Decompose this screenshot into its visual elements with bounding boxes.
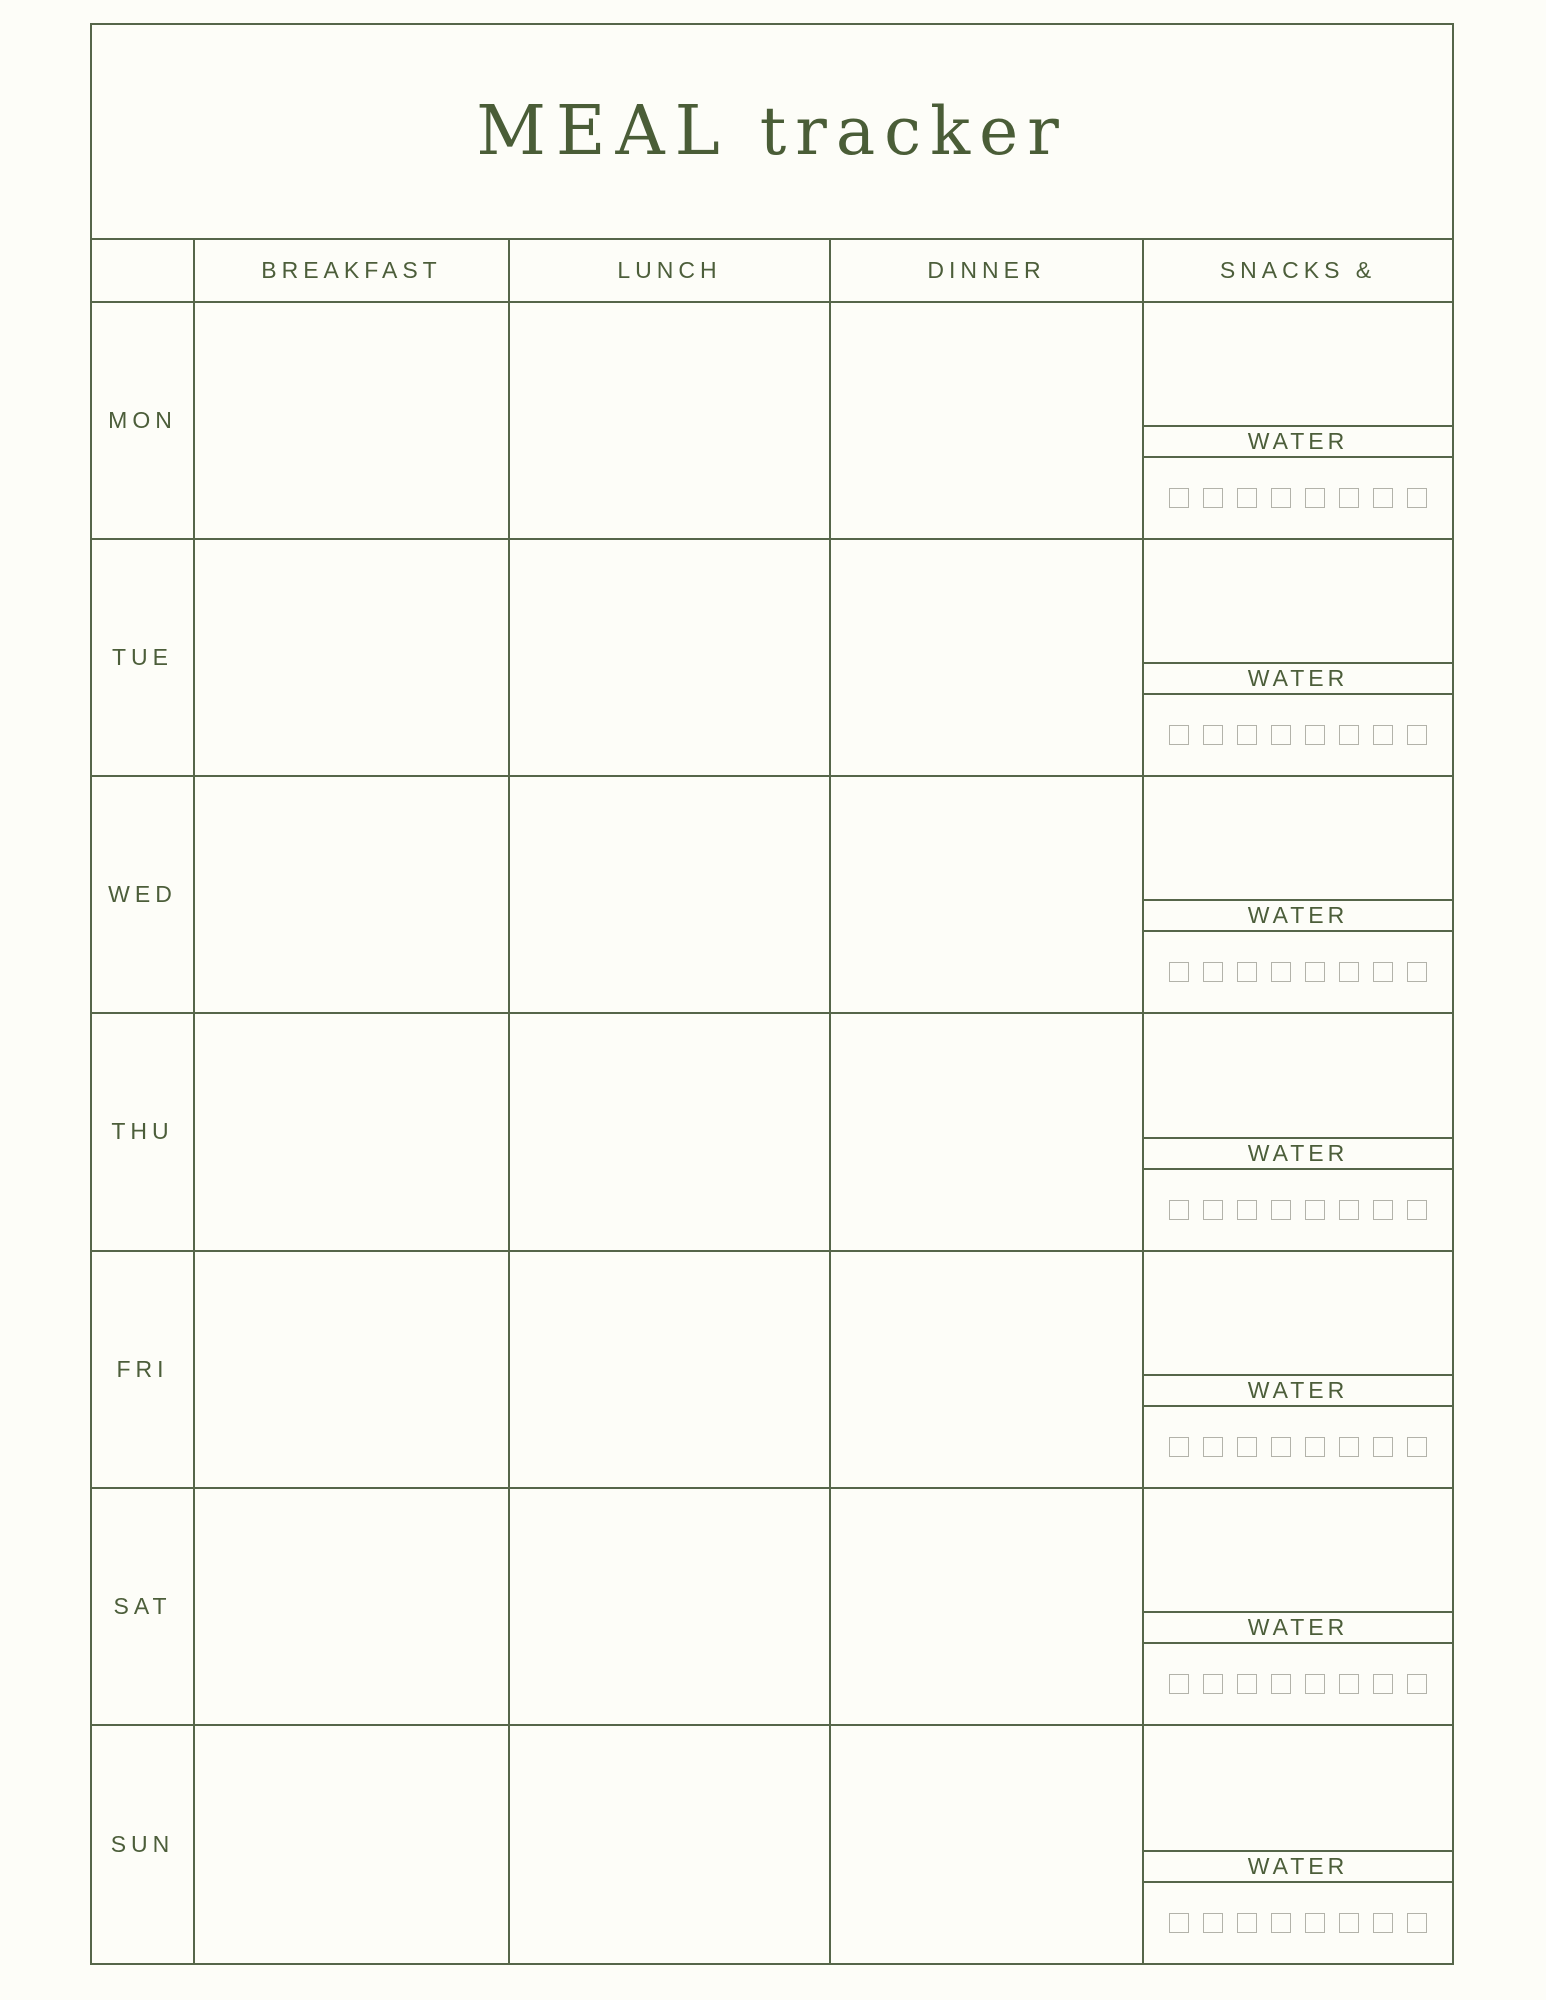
water-checkbox[interactable]: [1339, 962, 1359, 982]
water-checkbox[interactable]: [1407, 962, 1427, 982]
water-checkbox[interactable]: [1203, 1437, 1223, 1457]
water-glasses-tue: [1144, 695, 1452, 775]
column-header-breakfast: BREAKFAST: [195, 240, 510, 303]
header-corner: [92, 240, 195, 303]
water-checkbox[interactable]: [1373, 1674, 1393, 1694]
water-label: WATER: [1144, 1137, 1452, 1170]
water-checkbox[interactable]: [1271, 962, 1291, 982]
water-checkbox[interactable]: [1373, 488, 1393, 508]
water-checkbox[interactable]: [1237, 1200, 1257, 1220]
column-header-dinner: DINNER: [831, 240, 1144, 303]
title-meal: MEAL: [476, 92, 730, 171]
page-title: [476, 92, 1068, 171]
day-label-sun: SUN: [92, 1726, 195, 1963]
water-checkbox[interactable]: [1237, 1437, 1257, 1457]
water-checkbox[interactable]: [1203, 1200, 1223, 1220]
water-checkbox[interactable]: [1203, 1913, 1223, 1933]
snacks-entry-wed[interactable]: [1144, 777, 1452, 899]
water-checkbox[interactable]: [1305, 725, 1325, 745]
meal-cell-sun-dinner[interactable]: [831, 1726, 1144, 1963]
water-checkbox[interactable]: [1271, 725, 1291, 745]
day-label-sat: SAT: [92, 1489, 195, 1726]
water-glasses-sat: [1144, 1644, 1452, 1724]
snacks-cell-thu: [1144, 1014, 1452, 1251]
meal-cell-tue-dinner[interactable]: [831, 540, 1144, 777]
meal-tracker-sheet: [90, 23, 1454, 1965]
water-checkbox[interactable]: [1373, 1437, 1393, 1457]
snacks-cell-fri: [1144, 1252, 1452, 1489]
meal-cell-fri-lunch[interactable]: [510, 1252, 831, 1489]
meal-cell-tue-breakfast[interactable]: [195, 540, 510, 777]
water-glasses-wed: [1144, 932, 1452, 1012]
water-checkbox[interactable]: [1237, 1913, 1257, 1933]
snacks-entry-thu[interactable]: [1144, 1014, 1452, 1136]
day-label-mon: MON: [92, 303, 195, 540]
water-checkbox[interactable]: [1203, 725, 1223, 745]
water-checkbox[interactable]: [1305, 962, 1325, 982]
water-checkbox[interactable]: [1373, 1200, 1393, 1220]
meal-cell-wed-dinner[interactable]: [831, 777, 1144, 1014]
snacks-entry-sun[interactable]: [1144, 1726, 1452, 1850]
water-checkbox[interactable]: [1305, 1200, 1325, 1220]
water-checkbox[interactable]: [1339, 1913, 1359, 1933]
meal-cell-sat-dinner[interactable]: [831, 1489, 1144, 1726]
meal-cell-sat-breakfast[interactable]: [195, 1489, 510, 1726]
water-checkbox[interactable]: [1271, 1437, 1291, 1457]
snacks-cell-sun: [1144, 1726, 1452, 1963]
water-checkbox[interactable]: [1203, 488, 1223, 508]
water-glasses-mon: [1144, 458, 1452, 538]
meal-cell-sat-lunch[interactable]: [510, 1489, 831, 1726]
meal-cell-fri-breakfast[interactable]: [195, 1252, 510, 1489]
water-checkbox[interactable]: [1203, 962, 1223, 982]
day-label-wed: WED: [92, 777, 195, 1014]
column-header-lunch: LUNCH: [510, 240, 831, 303]
snacks-entry-mon[interactable]: [1144, 303, 1452, 425]
water-checkbox[interactable]: [1407, 1913, 1427, 1933]
water-label: WATER: [1144, 1850, 1452, 1883]
water-checkbox[interactable]: [1339, 725, 1359, 745]
water-checkbox[interactable]: [1169, 962, 1189, 982]
water-checkbox[interactable]: [1373, 962, 1393, 982]
meal-cell-sun-lunch[interactable]: [510, 1726, 831, 1963]
water-checkbox[interactable]: [1339, 1674, 1359, 1694]
meal-cell-fri-dinner[interactable]: [831, 1252, 1144, 1489]
water-label: WATER: [1144, 425, 1452, 458]
water-label: WATER: [1144, 662, 1452, 695]
water-checkbox[interactable]: [1237, 1674, 1257, 1694]
day-label-thu: THU: [92, 1014, 195, 1251]
water-glasses-fri: [1144, 1407, 1452, 1487]
water-checkbox[interactable]: [1339, 1200, 1359, 1220]
snacks-cell-wed: [1144, 777, 1452, 1014]
water-checkbox[interactable]: [1203, 1674, 1223, 1694]
water-checkbox[interactable]: [1339, 1437, 1359, 1457]
day-label-fri: FRI: [92, 1252, 195, 1489]
water-checkbox[interactable]: [1169, 1674, 1189, 1694]
water-checkbox[interactable]: [1339, 488, 1359, 508]
meal-cell-thu-breakfast[interactable]: [195, 1014, 510, 1251]
title-tracker: tracker: [759, 93, 1068, 170]
water-checkbox[interactable]: [1407, 725, 1427, 745]
meal-cell-mon-dinner[interactable]: [831, 303, 1144, 540]
water-label: WATER: [1144, 899, 1452, 932]
meal-cell-wed-lunch[interactable]: [510, 777, 831, 1014]
meal-grid: [92, 240, 1452, 1963]
water-glasses-sun: [1144, 1883, 1452, 1963]
meal-cell-mon-breakfast[interactable]: [195, 303, 510, 540]
water-checkbox[interactable]: [1237, 962, 1257, 982]
meal-cell-thu-lunch[interactable]: [510, 1014, 831, 1251]
meal-cell-wed-breakfast[interactable]: [195, 777, 510, 1014]
title-box: [92, 25, 1452, 240]
snacks-entry-sat[interactable]: [1144, 1489, 1452, 1611]
water-checkbox[interactable]: [1237, 725, 1257, 745]
column-header-snacks: SNACKS &: [1144, 240, 1452, 303]
meal-cell-mon-lunch[interactable]: [510, 303, 831, 540]
water-checkbox[interactable]: [1305, 1674, 1325, 1694]
meal-cell-thu-dinner[interactable]: [831, 1014, 1144, 1251]
water-checkbox[interactable]: [1407, 1200, 1427, 1220]
water-checkbox[interactable]: [1271, 1674, 1291, 1694]
day-label-tue: TUE: [92, 540, 195, 777]
water-checkbox[interactable]: [1169, 488, 1189, 508]
snacks-cell-sat: [1144, 1489, 1452, 1726]
water-checkbox[interactable]: [1373, 725, 1393, 745]
snacks-cell-mon: [1144, 303, 1452, 540]
water-checkbox[interactable]: [1407, 488, 1427, 508]
water-checkbox[interactable]: [1271, 1200, 1291, 1220]
water-glasses-thu: [1144, 1170, 1452, 1250]
water-checkbox[interactable]: [1169, 725, 1189, 745]
water-checkbox[interactable]: [1305, 488, 1325, 508]
snacks-entry-tue[interactable]: [1144, 540, 1452, 662]
water-checkbox[interactable]: [1271, 488, 1291, 508]
meal-cell-tue-lunch[interactable]: [510, 540, 831, 777]
water-checkbox[interactable]: [1407, 1437, 1427, 1457]
water-checkbox[interactable]: [1305, 1913, 1325, 1933]
water-label: WATER: [1144, 1374, 1452, 1407]
meal-cell-sun-breakfast[interactable]: [195, 1726, 510, 1963]
water-checkbox[interactable]: [1237, 488, 1257, 508]
water-checkbox[interactable]: [1373, 1913, 1393, 1933]
water-label: WATER: [1144, 1611, 1452, 1644]
water-checkbox[interactable]: [1169, 1913, 1189, 1933]
water-checkbox[interactable]: [1169, 1437, 1189, 1457]
snacks-cell-tue: [1144, 540, 1452, 777]
snacks-entry-fri[interactable]: [1144, 1252, 1452, 1374]
water-checkbox[interactable]: [1271, 1913, 1291, 1933]
water-checkbox[interactable]: [1305, 1437, 1325, 1457]
water-checkbox[interactable]: [1407, 1674, 1427, 1694]
water-checkbox[interactable]: [1169, 1200, 1189, 1220]
